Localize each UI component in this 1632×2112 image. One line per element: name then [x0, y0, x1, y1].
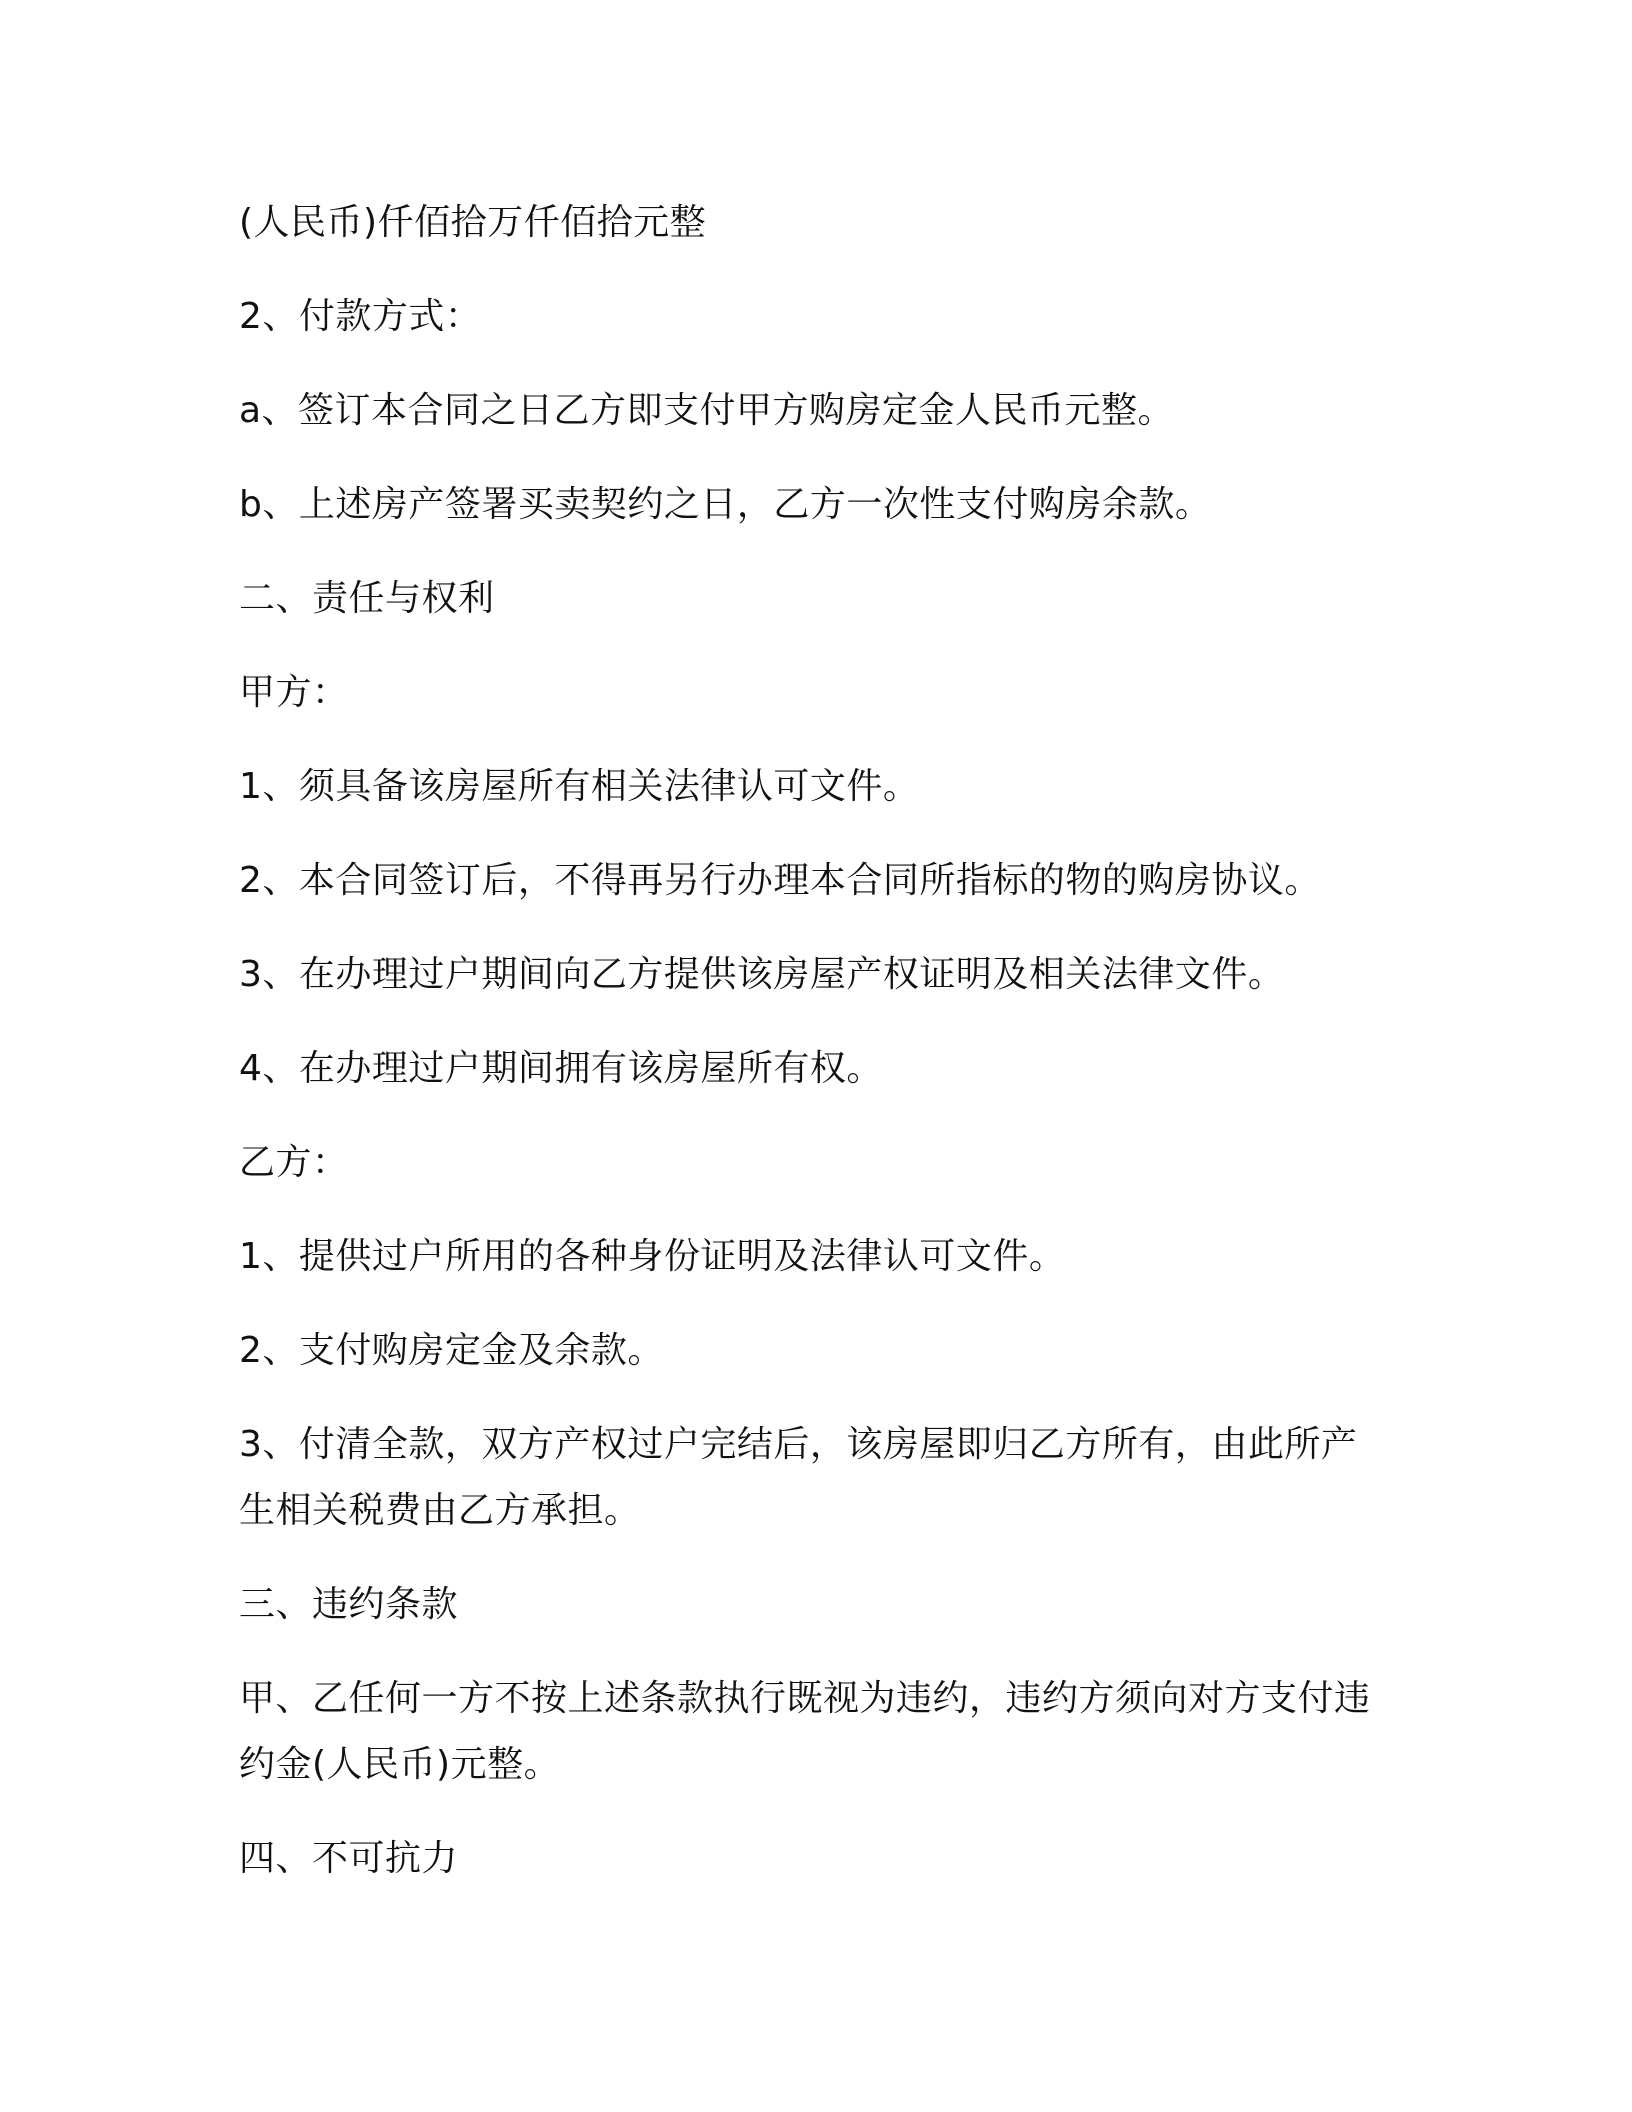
party-b-item-2: 2、支付购房定金及余款。 [239, 1330, 664, 1371]
party-b-item-3: 3、付清全款，双方产权过户完结后，该房屋即归乙方所有，由此所产生相关税费由乙方承担。 [239, 1424, 1358, 1531]
party-a-label: 甲方： [239, 672, 349, 713]
section-heading-breach: 三、违约条款 [239, 1584, 459, 1625]
party-b-label: 乙方： [239, 1142, 349, 1183]
party-b-item-1: 1、提供过户所用的各种身份证明及法律认可文件。 [239, 1236, 1066, 1277]
party-a-item-3: 3、在办理过户期间向乙方提供该房屋产权证明及相关法律文件。 [239, 954, 1285, 995]
document-body [239, 190, 1379, 1920]
section-heading-force-majeure: 四、不可抗力 [239, 1838, 459, 1879]
payment-item-a: a、签订本合同之日乙方即支付甲方购房定金人民币元整。 [239, 390, 1175, 431]
section-heading-rights: 二、责任与权利 [239, 578, 495, 619]
payment-method-heading: 2、付款方式： [239, 296, 482, 337]
breach-clause: 甲、乙任何一方不按上述条款执行既视为违约，违约方须向对方支付违约金(人民币)元整。 [239, 1678, 1371, 1785]
amount-line: (人民币)仟佰拾万仟佰拾元整 [239, 202, 707, 243]
party-a-item-4: 4、在办理过户期间拥有该房屋所有权。 [239, 1048, 883, 1089]
payment-item-b: b、上述房产签署买卖契约之日，乙方一次性支付购房余款。 [239, 484, 1212, 525]
party-a-item-1: 1、须具备该房屋所有相关法律认可文件。 [239, 766, 920, 807]
party-a-item-2: 2、本合同签订后，不得再另行办理本合同所指标的物的购房协议。 [239, 860, 1321, 901]
